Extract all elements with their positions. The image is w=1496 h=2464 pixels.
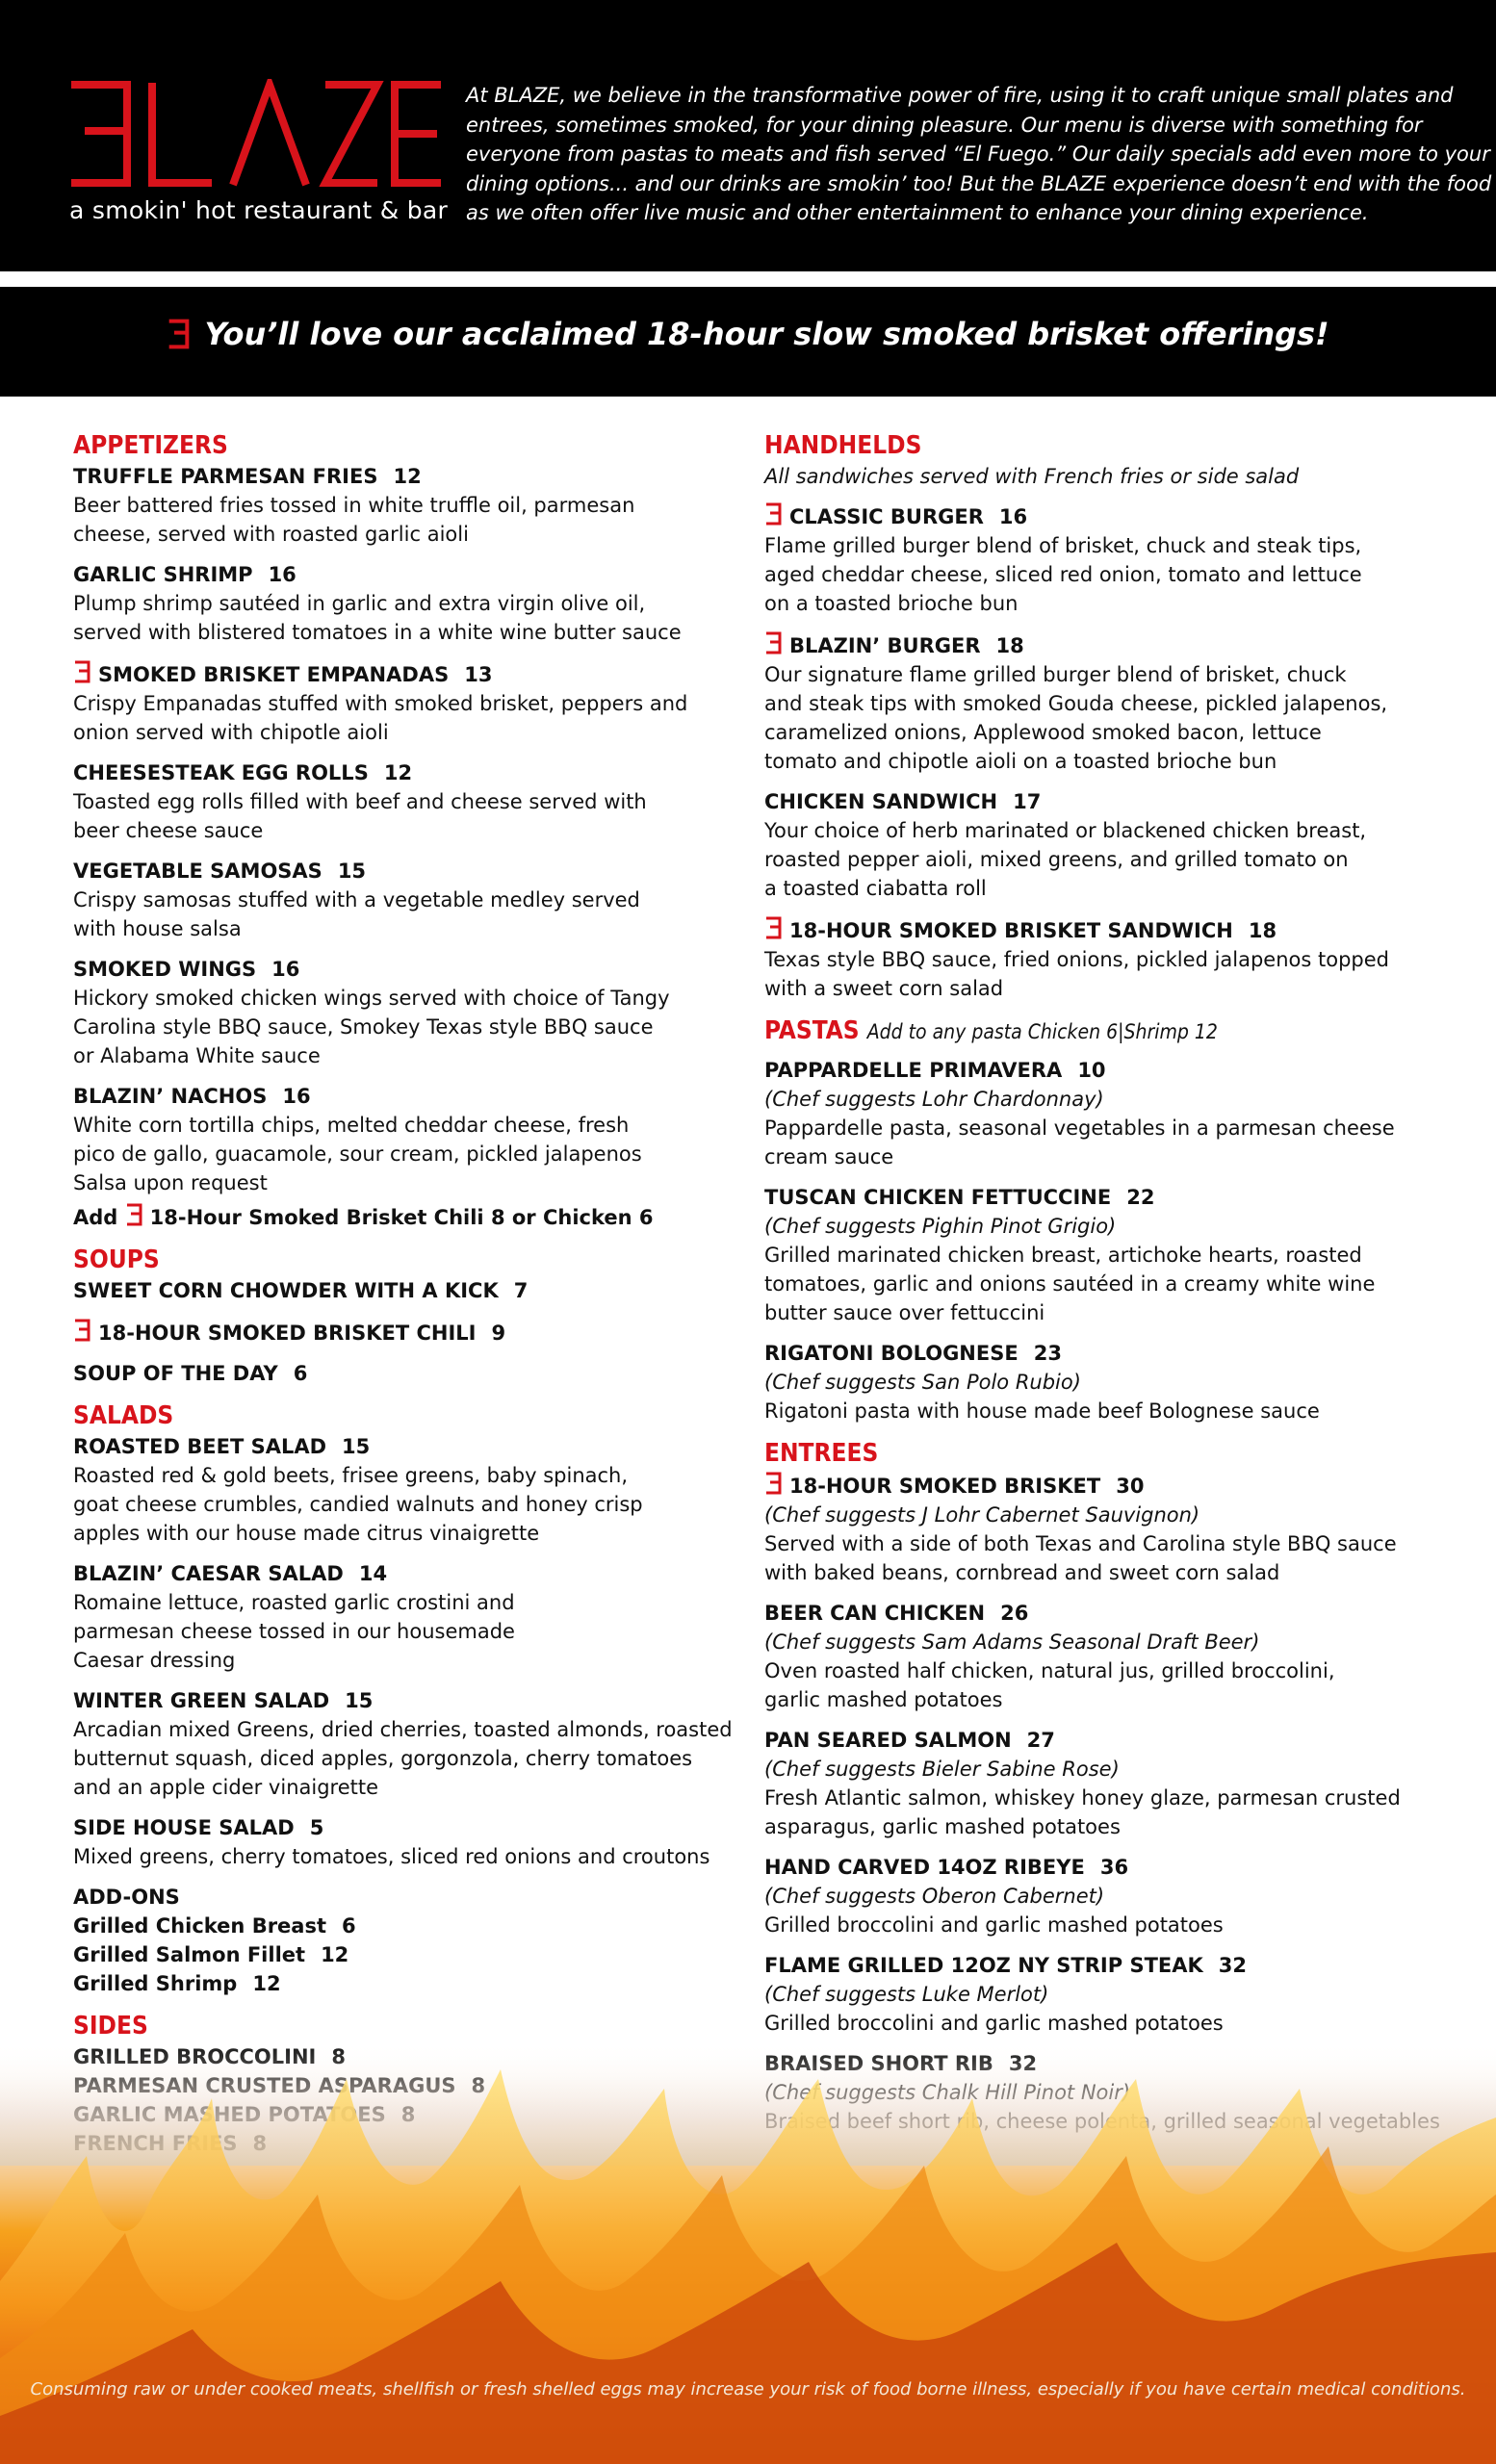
item-desc: Your choice of herb marinated or blackened chicken breast, [764, 819, 1367, 842]
item-name: SMOKED BRISKET EMPANADAS [98, 663, 450, 686]
menu-item [764, 1056, 1438, 1171]
item-price: 27 [1026, 1729, 1055, 1752]
item-desc: Served with a side of both Texas and Carolina style BBQ sauce [764, 1532, 1397, 1555]
item-name: CHICKEN SANDWICH [764, 790, 998, 813]
item-price: 5 [309, 1816, 324, 1839]
item-name: BLAZIN’ NACHOS [73, 1085, 268, 1108]
appetizer-addon [73, 1201, 728, 1232]
handhelds-note: All sandwiches served with French fries or side salad [764, 465, 1300, 488]
blaze-b-icon [73, 658, 90, 685]
item-desc: Grilled marinated chicken breast, artichoke hearts, roasted [764, 1244, 1362, 1267]
item-name: WINTER GREEN SALAD [73, 1689, 330, 1712]
item-desc: Our signature flame grilled burger blend of brisket, chuck [764, 663, 1347, 686]
menu-item [764, 1599, 1438, 1714]
item-desc: on a toasted brioche bun [764, 592, 1019, 615]
item-price: 9 [491, 1322, 506, 1345]
item-desc: beer cheese sauce [73, 819, 264, 842]
item-name: ROASTED BEET SALAD [73, 1435, 327, 1458]
item-desc: Texas style BBQ sauce, fried onions, pickled jalapenos topped [764, 948, 1389, 971]
item-desc: cheese, served with roasted garlic aioli [73, 523, 469, 546]
item-desc: Salsa upon request [73, 1171, 268, 1194]
item-name: SMOKED WINGS [73, 958, 257, 981]
item-desc: butter sauce over fettuccini [764, 1301, 1045, 1324]
blaze-logo [67, 79, 452, 190]
blaze-b-icon [764, 1470, 782, 1497]
item-name: 18-HOUR SMOKED BRISKET [789, 1475, 1101, 1498]
fire-footer-image [0, 2040, 1496, 2464]
item-price: 15 [342, 1435, 371, 1458]
menu-item [73, 955, 728, 1070]
item-name: 18-HOUR SMOKED BRISKET CHILI [98, 1322, 477, 1345]
item-desc: Grilled broccolini and garlic mashed potatoes [764, 1913, 1224, 1937]
item-price: 18 [1248, 919, 1277, 942]
item-price: 14 [358, 1562, 388, 1585]
item-desc: Beer battered fries tossed in white truffle oil, parmesan [73, 494, 635, 517]
section-title-appetizers: APPETIZERS [73, 431, 228, 460]
blaze-b-icon [764, 500, 782, 527]
item-desc: butternut squash, diced apples, gorgonzola, cherry tomatoes [73, 1747, 693, 1770]
item-desc: White corn tortilla chips, melted cheddar cheese, fresh [73, 1114, 630, 1137]
item-desc: and an apple cider vinaigrette [73, 1776, 379, 1799]
item-desc: Grilled broccolini and garlic mashed potatoes [764, 2012, 1224, 2035]
item-desc: Romaine lettuce, roasted garlic crostini and [73, 1591, 515, 1614]
item-price: 26 [1000, 1602, 1029, 1625]
menu-item [764, 629, 1438, 776]
intro-paragraph [466, 81, 1492, 228]
item-price: 30 [1116, 1475, 1145, 1498]
chef-suggestion: (Chef suggests Luke Merlot) [764, 1983, 1049, 2006]
item-desc: onion served with chipotle aioli [73, 721, 389, 744]
chef-suggestion: (Chef suggests Bieler Sabine Rose) [764, 1758, 1120, 1781]
item-name: SWEET CORN CHOWDER WITH A KICK [73, 1279, 499, 1302]
item-desc: caramelized onions, Applewood smoked bacon, lettuce [764, 721, 1322, 744]
item-desc: Pappardelle pasta, seasonal vegetables in a parmesan cheese [764, 1116, 1395, 1140]
item-name: BEER CAN CHICKEN [764, 1602, 986, 1625]
item-price: 15 [345, 1689, 374, 1712]
item-price: 12 [393, 465, 422, 488]
menu-item [764, 1183, 1438, 1327]
item-desc: with house salsa [73, 917, 242, 940]
intro-line: as we often offer live music and other entertainment to enhance your dining experience. [466, 201, 1369, 224]
menu-item [764, 787, 1438, 903]
blaze-b-icon [167, 317, 190, 351]
item-desc: roasted pepper aioli, mixed greens, and grilled tomato on [764, 848, 1349, 871]
item-desc: Toasted egg rolls filled with beef and cheese served with [73, 790, 647, 813]
chef-suggestion: (Chef suggests J Lohr Cabernet Sauvignon) [764, 1503, 1200, 1527]
item-price: 15 [337, 860, 367, 883]
item-desc: pico de gallo, guacamole, sour cream, pickled jalapenos [73, 1142, 642, 1166]
section-title-salads: SALADS [73, 1401, 174, 1430]
menu-item [73, 1317, 728, 1348]
item-price: 18 [995, 634, 1024, 657]
item-desc: cream sauce [764, 1145, 894, 1168]
blaze-b-icon [764, 914, 782, 941]
chef-suggestion: (Chef suggests Pighin Pinot Grigio) [764, 1215, 1117, 1238]
addon-name: Grilled Chicken Breast [73, 1914, 327, 1938]
item-price: 16 [282, 1085, 311, 1108]
item-desc: Oven roasted half chicken, natural jus, grilled broccolini, [764, 1659, 1335, 1682]
addons-title: ADD-ONS [73, 1886, 180, 1909]
item-price: 6 [293, 1362, 308, 1385]
item-price: 13 [464, 663, 493, 686]
section-title-soups: SOUPS [73, 1245, 160, 1274]
chef-suggestion: (Chef suggests San Polo Rubio) [764, 1371, 1081, 1394]
item-desc: garlic mashed potatoes [764, 1688, 1003, 1711]
item-price: 23 [1033, 1342, 1062, 1365]
item-name: FLAME GRILLED 12OZ NY STRIP STEAK [764, 1954, 1203, 1977]
intro-line: everyone from pastas to meats and fish served “El Fuego.” Our daily specials add even more to your [466, 142, 1490, 166]
header-bar [0, 0, 1496, 271]
item-name: RIGATONI BOLOGNESE [764, 1342, 1019, 1365]
item-name: BLAZIN’ BURGER [789, 634, 981, 657]
addon-price: 6 [342, 1914, 356, 1938]
item-desc: with baked beans, cornbread and sweet corn salad [764, 1561, 1280, 1584]
menu-item [73, 1432, 728, 1548]
item-desc: goat cheese crumbles, candied walnuts and honey crisp [73, 1493, 643, 1516]
item-desc: apples with our house made citrus vinaigrette [73, 1522, 540, 1545]
menu-item [764, 1951, 1438, 2038]
item-desc: aged cheddar cheese, sliced red onion, tomato and lettuce [764, 563, 1362, 586]
salad-addons [73, 1883, 728, 1998]
item-desc: Carolina style BBQ sauce, Smokey Texas style BBQ sauce [73, 1015, 654, 1039]
addon-price: 12 [321, 1943, 349, 1966]
item-price: 36 [1099, 1856, 1129, 1879]
blaze-b-icon [764, 629, 782, 656]
item-desc: Fresh Atlantic salmon, whiskey honey glaze, parmesan crusted [764, 1786, 1401, 1810]
chef-suggestion: (Chef suggests Lohr Chardonnay) [764, 1088, 1104, 1111]
item-name: SOUP OF THE DAY [73, 1362, 278, 1385]
menu-item [764, 1726, 1438, 1841]
blaze-b-icon [125, 1201, 142, 1228]
menu-item [73, 462, 728, 549]
menu-item [73, 1813, 728, 1871]
addon-name: Grilled Salmon Fillet [73, 1943, 306, 1966]
item-name: TUSCAN CHICKEN FETTUCCINE [764, 1186, 1112, 1209]
add-prefix: Add [73, 1206, 118, 1229]
menu-item [73, 1276, 728, 1305]
item-desc: a toasted ciabatta roll [764, 877, 987, 900]
section-title-handhelds: HANDHELDS [764, 431, 922, 460]
pastas-note: Add to any pasta Chicken 6|Shrimp 12 [866, 1020, 1218, 1043]
menu-item [73, 658, 728, 747]
addon-name: Grilled Shrimp [73, 1972, 238, 1995]
food-safety-disclaimer: Consuming raw or under cooked meats, shellfish or fresh shelled eggs may increase your risk of food borne illness, especially if you have certain medical conditions. [30, 2379, 1466, 2400]
menu-item [73, 1559, 728, 1675]
divider [0, 271, 1496, 287]
item-price: 32 [1218, 1954, 1247, 1977]
item-price: 16 [268, 563, 297, 586]
item-desc: Rigatoni pasta with house made beef Bolognese sauce [764, 1399, 1320, 1423]
item-desc: Caesar dressing [73, 1649, 236, 1672]
item-desc: tomatoes, garlic and onions sautéed in a creamy white wine [764, 1272, 1376, 1296]
item-desc: Arcadian mixed Greens, dried cherries, toasted almonds, roasted [73, 1718, 733, 1741]
tagline: a smokin' hot restaurant & bar [69, 196, 449, 224]
blaze-b-icon [73, 1317, 90, 1344]
item-desc: tomato and chipotle aioli on a toasted brioche bun [764, 750, 1277, 773]
item-price: 16 [998, 505, 1028, 528]
item-name: TRUFFLE PARMESAN FRIES [73, 465, 378, 488]
item-name: PAPPARDELLE PRIMAVERA [764, 1059, 1063, 1082]
intro-line: dining options... and our drinks are smokin’ too! But the BLAZE experience doesn’t end with the food [466, 171, 1492, 195]
item-name: 18-HOUR SMOKED BRISKET SANDWICH [789, 919, 1233, 942]
menu-item [764, 500, 1438, 618]
section-title-entrees: ENTREES [764, 1439, 879, 1468]
item-name: CHEESESTEAK EGG ROLLS [73, 761, 369, 784]
item-name: PAN SEARED SALMON [764, 1729, 1012, 1752]
addon-price: 12 [252, 1972, 281, 1995]
item-desc: asparagus, garlic mashed potatoes [764, 1815, 1121, 1838]
menu-item [764, 914, 1438, 1003]
menu-item [764, 1853, 1438, 1939]
brisket-banner [0, 287, 1496, 397]
add-text: 18-Hour Smoked Brisket Chili 8 or Chicken 6 [149, 1206, 654, 1229]
item-name: SIDE HOUSE SALAD [73, 1816, 295, 1839]
banner-text: You’ll love our acclaimed 18-hour slow smoked brisket offerings! [204, 316, 1329, 352]
menu-item [73, 1082, 728, 1197]
item-price: 12 [383, 761, 413, 784]
item-name: HAND CARVED 14OZ RIBEYE [764, 1856, 1085, 1879]
menu-item [73, 1686, 733, 1802]
item-desc: Crispy Empanadas stuffed with smoked brisket, peppers and [73, 692, 688, 715]
menu-left-column [73, 429, 733, 2158]
section-title-pastas: PASTAS [764, 1016, 860, 1045]
item-desc: Flame grilled burger blend of brisket, chuck and steak tips, [764, 534, 1362, 557]
item-price: 7 [513, 1279, 529, 1302]
menu-item [764, 1339, 1438, 1425]
item-price: 16 [271, 958, 300, 981]
item-price: 17 [1013, 790, 1042, 813]
item-desc: Roasted red & gold beets, frisee greens, baby spinach, [73, 1464, 629, 1487]
item-desc: parmesan cheese tossed in our housemade [73, 1620, 515, 1643]
intro-line: At BLAZE, we believe in the transformative power of fire, using it to craft unique small plates and [466, 84, 1454, 107]
item-name: VEGETABLE SAMOSAS [73, 860, 322, 883]
item-name: BLAZIN’ CAESAR SALAD [73, 1562, 344, 1585]
chef-suggestion: (Chef suggests Oberon Cabernet) [764, 1885, 1105, 1908]
intro-line: entrees, sometimes smoked, for your dining pleasure. Our menu is diverse with something for [466, 113, 1423, 137]
item-name: GARLIC SHRIMP [73, 563, 253, 586]
menu-right-column [764, 429, 1438, 2147]
item-desc: Crispy samosas stuffed with a vegetable medley served [73, 888, 640, 911]
item-desc: and steak tips with smoked Gouda cheese, pickled jalapenos, [764, 692, 1388, 715]
item-desc: with a sweet corn salad [764, 977, 1004, 1000]
item-name: CLASSIC BURGER [789, 505, 984, 528]
item-price: 10 [1077, 1059, 1106, 1082]
menu-item [73, 560, 728, 647]
section-title-sides: SIDES [73, 2012, 148, 2040]
menu-item [73, 758, 728, 845]
chef-suggestion: (Chef suggests Sam Adams Seasonal Draft Beer) [764, 1630, 1260, 1654]
item-desc: or Alabama White sauce [73, 1044, 321, 1067]
menu-item [764, 1470, 1438, 1587]
menu-item [73, 1359, 728, 1388]
menu-item [73, 857, 728, 943]
item-price: 22 [1126, 1186, 1155, 1209]
item-desc: Plump shrimp sautéed in garlic and extra virgin olive oil, [73, 592, 646, 615]
item-desc: Hickory smoked chicken wings served with choice of Tangy [73, 987, 670, 1010]
item-desc: Mixed greens, cherry tomatoes, sliced red onions and croutons [73, 1845, 710, 1868]
item-desc: served with blistered tomatoes in a white wine butter sauce [73, 621, 682, 644]
